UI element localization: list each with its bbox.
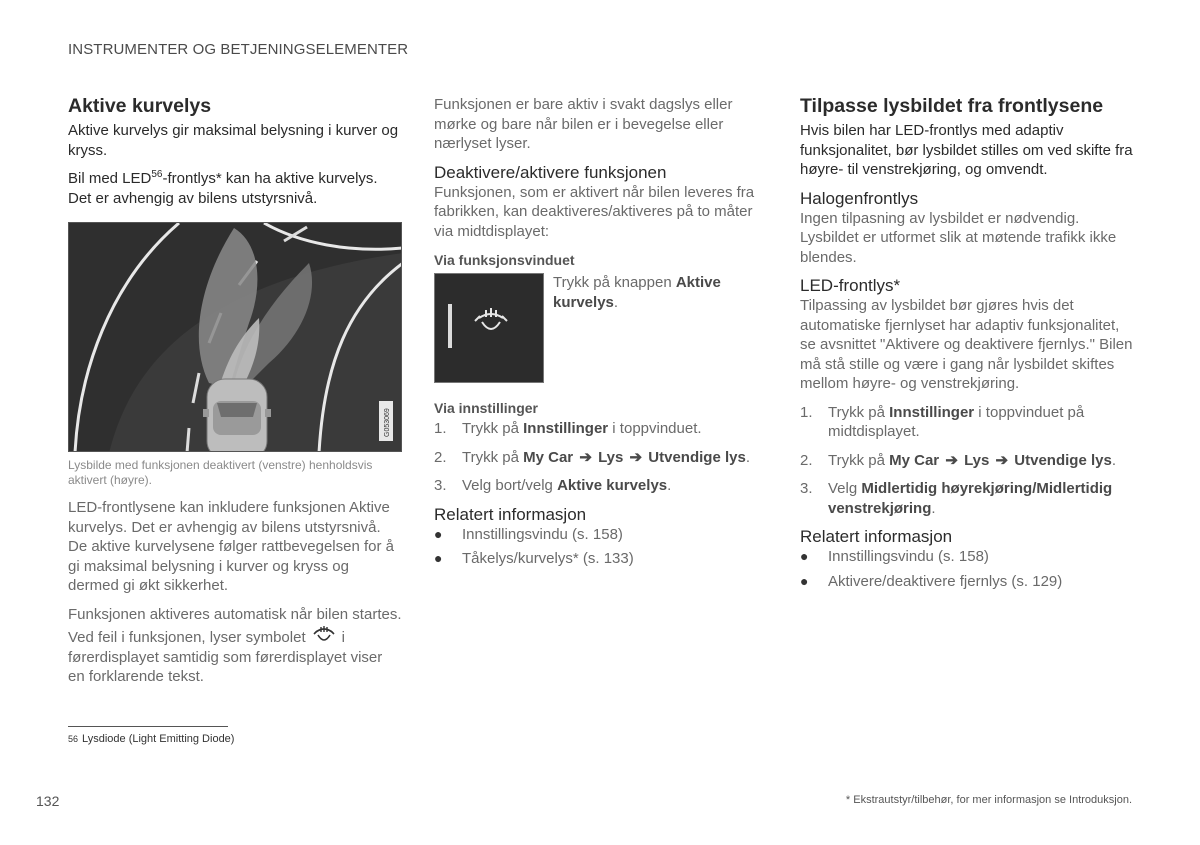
subheading-deactivate: Deaktivere/aktivere funksjonen (434, 162, 667, 182)
footnote-ref[interactable]: 56 (151, 169, 163, 180)
arrow-right-icon: ➔ (629, 448, 643, 466)
list-item: 1. Trykk på Innstillinger i toppvinduet. (434, 420, 702, 437)
active-bending-light-icon (310, 624, 338, 646)
via-function-window-heading: Via funksjonsvinduet (434, 252, 575, 268)
running-header: INSTRUMENTER OG BETJENINGSELEMENTER (68, 41, 409, 58)
settings-steps (800, 403, 1135, 519)
list-item: 3. Velg bort/velg Aktive kurvelys. (434, 477, 672, 494)
auto-activation-paragraph: Funksjonen aktiveres automatisk når bilen startes. Ved feil i funksjonen, lyser symbolet i førerdisplayet samtidig som førerdisplayet viser en forklarende tekst. (68, 605, 402, 685)
related-list (800, 547, 1135, 591)
arrow-right-icon: ➔ (579, 448, 592, 466)
column-right (800, 95, 1135, 596)
figure-code: G053069 (384, 408, 391, 437)
section-intro: Aktive kurvelys gir maksimal belysning i kurver og kryss. (68, 122, 399, 159)
arrow-right-icon: ➔ (945, 451, 958, 469)
function-button-row (434, 273, 769, 383)
related-link[interactable]: ● Tåkelys/kurvelys* (s. 133) (434, 550, 634, 567)
active-bending-light-button[interactable] (434, 273, 544, 383)
subheading-intro: Funksjonen, som er aktivert når bilen leveres fra fabrikken, kan deaktiveres/aktiveres på to måter via midtdisplayet: (434, 183, 755, 240)
footnote-divider (68, 726, 228, 727)
related-link[interactable]: ● Innstillingsvindu (s. 158) (800, 548, 989, 565)
halogen-text: Ingen tilpasning av lysbildet er nødvendig. Lysbildet er utformet slik at møtende trafikk ikke blendes. (800, 209, 1117, 266)
list-item: 2. Trykk på My Car ➔ Lys ➔ Utvendige lys. (434, 448, 750, 466)
page-number: 132 (36, 793, 60, 809)
list-item: 1. Trykk på Innstillinger i toppvinduet på midtdisplayet. (800, 403, 1085, 440)
bending-light-illustration (68, 222, 402, 452)
led-heading: LED-frontlys* (800, 276, 901, 295)
section-heading: Tilpasse lysbildet fra frontlysene (800, 95, 1104, 117)
related-link[interactable]: ● Innstillingsvindu (s. 158) (434, 525, 623, 543)
footer-note: * Ekstrautstyr/tilbehør, for mer informasjon se Introduksjon. (845, 794, 1132, 806)
footnote: 56 Lysdiode (Light Emitting Diode) (68, 733, 235, 745)
via-settings-heading: Via innstillinger (434, 400, 538, 416)
led-paragraph: Bil med LED$^{56}$-frontlys* kan ha aktive kurvelys. Det er avhengig av bilens utstyrsnivå. (68, 169, 378, 207)
led-description: LED-frontlysene kan inkludere funksjonen Aktive kurvelys. Det er avhengig av bilens utstyrsnivå. De aktive kurvelysene følger rattbevegelsen for å gi maksimal belysning i kurver og kryss og dermed gi økt sikkerhet. (68, 499, 394, 594)
settings-steps (434, 419, 769, 496)
section-intro: Hvis bilen har LED-frontlys med adaptiv funksjonalitet, bør lysbildet stilles om ved skifte fra høyre- til venstrekjøring, og omvendt. (800, 122, 1133, 178)
arrow-right-icon: ➔ (995, 451, 1009, 469)
list-item: 2. Trykk på My Car ➔ Lys ➔ Utvendige lys. (800, 451, 1116, 469)
related-info-heading: Relatert informasjon (434, 504, 587, 524)
related-list (434, 525, 769, 569)
related-info-heading: Relatert informasjon (800, 527, 953, 546)
column-middle (434, 95, 769, 574)
column-left (68, 95, 403, 696)
figure-caption: Lysbilde med funksjonen deaktivert (venstre) henholdsvis aktivert (høyre). (68, 458, 373, 487)
related-link[interactable]: ● Aktivere/deaktivere fjernlys (s. 129) (800, 572, 1063, 590)
list-item: 3. Velg Midlertidig høyrekjøring/Midlertidig venstrekjøring. (800, 480, 1113, 517)
led-text: Tilpassing av lysbildet bør gjøres hvis det automatiske fjernlyset har adaptiv funksjonalitet, se avsnittet "Aktivere og deaktivere fjernlys." Bilen må stå stille og være i gang når lysbildet skiftes mellom høyre- og venstrekjøring. (800, 297, 1133, 392)
section-heading: Aktive kurvelys (68, 95, 212, 117)
activation-conditions: Funksjonen er bare aktiv i svakt dagslys eller mørke og bare når bilen er i bevegelse eller nærlyset lyser. (434, 96, 733, 152)
halogen-heading: Halogenfrontlys (800, 188, 919, 208)
button-instruction: Trykk på knappen Aktive kurvelys. (553, 274, 721, 311)
